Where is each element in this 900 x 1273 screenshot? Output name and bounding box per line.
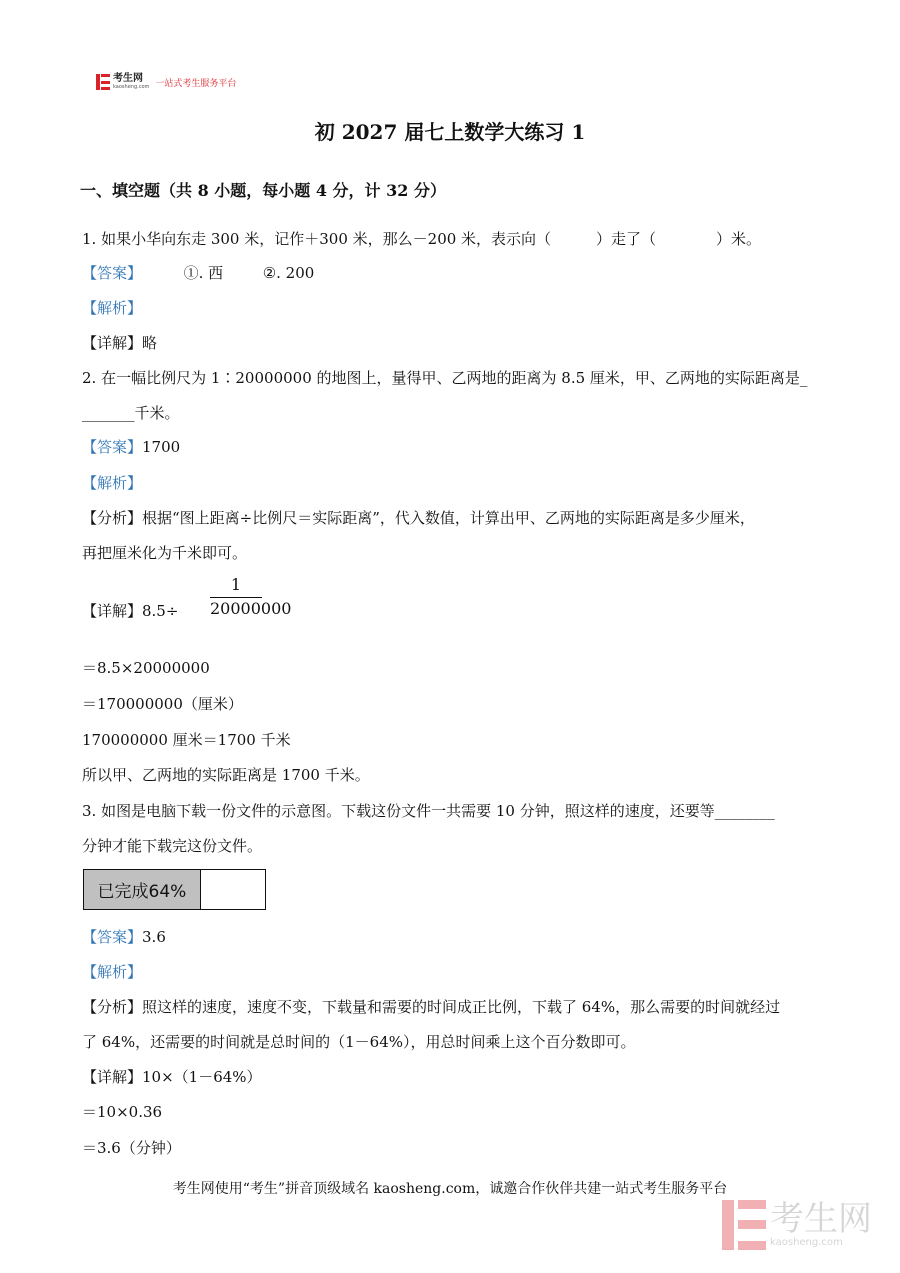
q1-detail: 【详解】略 xyxy=(82,334,158,352)
logo-slogan: 一站式考生服务平台 xyxy=(155,78,237,89)
q1-answer-2: ②. 200 xyxy=(262,264,315,282)
q1-answer-row xyxy=(82,263,314,283)
q2-fraction xyxy=(210,575,292,619)
q3-question-line1: 3. 如图是电脑下载一份文件的示意图。下载这份文件一共需要 10 分钟，照这样的速度，还要等________ xyxy=(82,802,775,820)
q2-step4: 所以甲、乙两地的实际距离是 1700 千米。 xyxy=(82,766,370,784)
q2-question-line1: 2. 在一幅比例尺为 1∶20000000 的地图上，量得甲、乙两地的距离为 8.5 厘米，甲、乙两地的实际距离是_ xyxy=(82,369,808,387)
download-progress-bar xyxy=(83,869,266,910)
q1-analysis-label: 【解析】 xyxy=(82,299,143,317)
q3-detail: 【详解】10×（1－64%） xyxy=(82,1068,262,1086)
header-logo[interactable] xyxy=(96,73,236,91)
q1-answer-1: ①. 西 xyxy=(183,264,224,282)
q2-step1: ＝8.5×20000000 xyxy=(82,659,210,677)
watermark-domain-text: kaosheng.com xyxy=(770,1237,843,1248)
q1-question: 1. 如果小华向东走 300 米，记作＋300 米，那么－200 米，表示向（ ）走了（ ）米。 xyxy=(82,230,762,248)
q2-fraction-denominator: 20000000 xyxy=(210,599,292,618)
q2-answer-row xyxy=(82,437,180,457)
q2-answer-label: 【答案】 xyxy=(82,438,143,456)
q2-fraction-numerator: 1 xyxy=(230,575,242,594)
section-heading: 一、填空题（共 8 小题，每小题 4 分，计 32 分） xyxy=(80,181,446,200)
q2-step3: 170000000 厘米＝1700 千米 xyxy=(82,731,291,749)
download-progress-fill xyxy=(84,870,201,909)
q3-step2: ＝3.6（分钟） xyxy=(82,1139,181,1157)
q3-answer: 3.6 xyxy=(142,928,166,946)
logo-brand-text: 考生网 xyxy=(113,73,143,84)
watermark-brand-text: 考生网 xyxy=(770,1199,872,1239)
q3-analysis-line1: 【分析】照这样的速度，速度不变，下载量和需要的时间成正比例，下载了 64%，那么需要的时间就经过 xyxy=(82,998,781,1016)
q3-analysis-line2: 了 64%，还需要的时间就是总时间的（1－64%），用总时间乘上这个百分数即可。 xyxy=(82,1033,636,1051)
q2-analysis-line2: 再把厘米化为千米即可。 xyxy=(82,544,248,562)
q1-answer-label: 【答案】 xyxy=(82,264,143,282)
q2-step2: ＝170000000（厘米） xyxy=(82,695,243,713)
q3-analysis-label: 【解析】 xyxy=(82,963,143,981)
q2-detail-prefix: 【详解】8.5÷ xyxy=(82,602,179,620)
watermark xyxy=(722,1200,872,1250)
page-title: 初 2027 届七上数学大练习 1 xyxy=(314,120,586,144)
q3-answer-row xyxy=(82,927,166,947)
kaosheng-logo-icon xyxy=(96,74,110,90)
q2-answer: 1700 xyxy=(142,438,181,456)
q3-question-line2: 分钟才能下载完这份文件。 xyxy=(82,837,263,855)
q2-analysis-label: 【解析】 xyxy=(82,474,143,492)
page-footer: 考生网使用“考生”拼音顶级域名 kaosheng.com，诚邀合作伙伴共建一站式考生服务平台 xyxy=(172,1181,728,1197)
q2-analysis-line1: 【分析】根据“图上距离÷比例尺＝实际距离”，代入数值，计算出甲、乙两地的实际距离是多少厘米， xyxy=(82,509,755,527)
watermark-logo-icon xyxy=(722,1200,766,1250)
q2-question-line2: _______千米。 xyxy=(82,404,180,422)
q3-answer-label: 【答案】 xyxy=(82,928,143,946)
logo-domain-text: kaosheng.com xyxy=(113,84,150,90)
q3-step1: ＝10×0.36 xyxy=(82,1103,163,1121)
download-progress-label: 已完成64% xyxy=(97,882,187,902)
